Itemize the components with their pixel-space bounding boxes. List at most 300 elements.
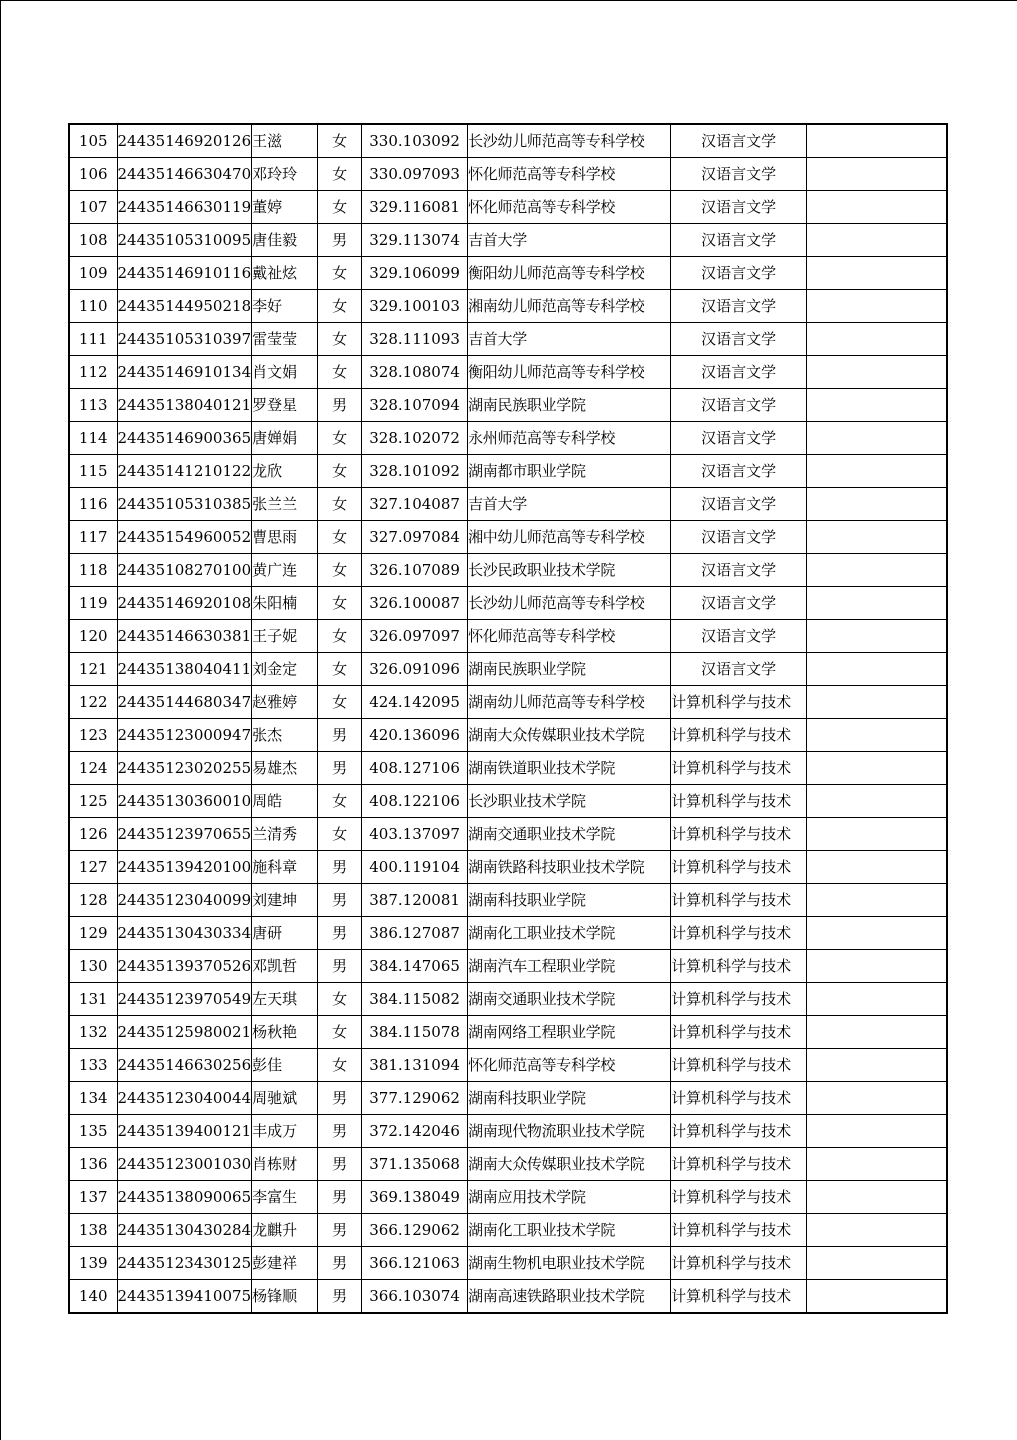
score-cell: 328.108074 — [362, 356, 468, 389]
gender-cell: 女 — [318, 356, 362, 389]
school-cell: 湖南民族职业学院 — [468, 389, 671, 422]
major-cell: 汉语言文学 — [671, 554, 807, 587]
empty-remarks-cell — [807, 356, 947, 389]
seq-cell: 108 — [69, 224, 117, 257]
table-row — [69, 686, 947, 719]
school-cell: 湖南铁路科技职业技术学院 — [468, 851, 671, 884]
school-cell: 湘中幼儿师范高等专科学校 — [468, 521, 671, 554]
name-cell: 董婷 — [252, 191, 318, 224]
exam-id-cell: 24435123040044 — [117, 1082, 252, 1115]
seq-cell: 122 — [69, 686, 117, 719]
table-row — [69, 917, 947, 950]
gender-cell: 男 — [318, 389, 362, 422]
exam-id-cell: 24435123040099 — [117, 884, 252, 917]
exam-id-cell: 24435105310397 — [117, 323, 252, 356]
score-cell: 326.097097 — [362, 620, 468, 653]
major-cell: 汉语言文学 — [671, 488, 807, 521]
school-cell: 长沙幼儿师范高等专科学校 — [468, 124, 671, 158]
table-row — [69, 124, 947, 158]
name-cell: 肖栋财 — [252, 1148, 318, 1181]
major-cell: 汉语言文学 — [671, 356, 807, 389]
score-cell: 403.137097 — [362, 818, 468, 851]
seq-cell: 127 — [69, 851, 117, 884]
exam-id-cell: 24435130430284 — [117, 1214, 252, 1247]
seq-cell: 109 — [69, 257, 117, 290]
exam-id-cell: 24435146630119 — [117, 191, 252, 224]
table-row — [69, 257, 947, 290]
empty-remarks-cell — [807, 1181, 947, 1214]
table-row — [69, 158, 947, 191]
table-row — [69, 884, 947, 917]
exam-id-cell: 24435139420100 — [117, 851, 252, 884]
major-cell: 汉语言文学 — [671, 257, 807, 290]
score-cell: 330.103092 — [362, 124, 468, 158]
school-cell: 湖南汽车工程职业学院 — [468, 950, 671, 983]
table-row — [69, 422, 947, 455]
school-cell: 长沙职业技术学院 — [468, 785, 671, 818]
gender-cell: 女 — [318, 554, 362, 587]
school-cell: 湖南幼儿师范高等专科学校 — [468, 686, 671, 719]
empty-remarks-cell — [807, 653, 947, 686]
gender-cell: 男 — [318, 1148, 362, 1181]
school-cell: 长沙幼儿师范高等专科学校 — [468, 587, 671, 620]
name-cell: 张兰兰 — [252, 488, 318, 521]
name-cell: 戴祉炫 — [252, 257, 318, 290]
exam-id-cell: 24435105310385 — [117, 488, 252, 521]
name-cell: 周皓 — [252, 785, 318, 818]
exam-id-cell: 24435141210122 — [117, 455, 252, 488]
score-cell: 328.102072 — [362, 422, 468, 455]
score-cell: 420.136096 — [362, 719, 468, 752]
empty-remarks-cell — [807, 224, 947, 257]
table-row — [69, 1280, 947, 1314]
table-row — [69, 653, 947, 686]
name-cell: 彭建祥 — [252, 1247, 318, 1280]
table-row — [69, 290, 947, 323]
exam-id-cell: 24435138040411 — [117, 653, 252, 686]
gender-cell: 女 — [318, 521, 362, 554]
score-cell: 328.107094 — [362, 389, 468, 422]
empty-remarks-cell — [807, 1214, 947, 1247]
seq-cell: 136 — [69, 1148, 117, 1181]
exam-id-cell: 24435139370526 — [117, 950, 252, 983]
empty-remarks-cell — [807, 686, 947, 719]
table-row — [69, 752, 947, 785]
name-cell: 赵雅婷 — [252, 686, 318, 719]
table-body — [69, 124, 947, 1313]
table-row — [69, 620, 947, 653]
school-cell: 湖南网络工程职业学院 — [468, 1016, 671, 1049]
score-cell: 408.127106 — [362, 752, 468, 785]
gender-cell: 男 — [318, 1082, 362, 1115]
name-cell: 曹思雨 — [252, 521, 318, 554]
empty-remarks-cell — [807, 257, 947, 290]
table-row — [69, 554, 947, 587]
seq-cell: 139 — [69, 1247, 117, 1280]
school-cell: 怀化师范高等专科学校 — [468, 620, 671, 653]
empty-remarks-cell — [807, 521, 947, 554]
empty-remarks-cell — [807, 752, 947, 785]
school-cell: 怀化师范高等专科学校 — [468, 191, 671, 224]
empty-remarks-cell — [807, 851, 947, 884]
empty-remarks-cell — [807, 290, 947, 323]
seq-cell: 112 — [69, 356, 117, 389]
seq-cell: 133 — [69, 1049, 117, 1082]
major-cell: 计算机科学与技术 — [671, 1082, 807, 1115]
name-cell: 龙麒升 — [252, 1214, 318, 1247]
school-cell: 湖南大众传媒职业技术学院 — [468, 1148, 671, 1181]
gender-cell: 女 — [318, 818, 362, 851]
school-cell: 湖南化工职业技术学院 — [468, 917, 671, 950]
seq-cell: 111 — [69, 323, 117, 356]
major-cell: 汉语言文学 — [671, 124, 807, 158]
score-cell: 384.115078 — [362, 1016, 468, 1049]
gender-cell: 女 — [318, 983, 362, 1016]
empty-remarks-cell — [807, 1082, 947, 1115]
school-cell: 怀化师范高等专科学校 — [468, 158, 671, 191]
empty-remarks-cell — [807, 455, 947, 488]
score-cell: 384.147065 — [362, 950, 468, 983]
empty-remarks-cell — [807, 1280, 947, 1314]
school-cell: 湖南交通职业技术学院 — [468, 983, 671, 1016]
empty-remarks-cell — [807, 818, 947, 851]
school-cell: 湖南交通职业技术学院 — [468, 818, 671, 851]
exam-id-cell: 24435123000947 — [117, 719, 252, 752]
empty-remarks-cell — [807, 1148, 947, 1181]
table-row — [69, 356, 947, 389]
school-cell: 湖南科技职业学院 — [468, 884, 671, 917]
name-cell: 易雄杰 — [252, 752, 318, 785]
seq-cell: 129 — [69, 917, 117, 950]
table-row — [69, 818, 947, 851]
table-row — [69, 488, 947, 521]
table-row — [69, 224, 947, 257]
seq-cell: 118 — [69, 554, 117, 587]
name-cell: 丰成万 — [252, 1115, 318, 1148]
name-cell: 周驰斌 — [252, 1082, 318, 1115]
seq-cell: 132 — [69, 1016, 117, 1049]
major-cell: 汉语言文学 — [671, 653, 807, 686]
table-row — [69, 1082, 947, 1115]
name-cell: 左天琪 — [252, 983, 318, 1016]
major-cell: 汉语言文学 — [671, 587, 807, 620]
empty-remarks-cell — [807, 719, 947, 752]
school-cell: 衡阳幼儿师范高等专科学校 — [468, 257, 671, 290]
exam-id-cell: 24435108270100 — [117, 554, 252, 587]
seq-cell: 105 — [69, 124, 117, 158]
gender-cell: 女 — [318, 1049, 362, 1082]
empty-remarks-cell — [807, 323, 947, 356]
score-cell: 330.097093 — [362, 158, 468, 191]
exam-id-cell: 24435154960052 — [117, 521, 252, 554]
score-cell: 366.103074 — [362, 1280, 468, 1314]
name-cell: 杨锋顺 — [252, 1280, 318, 1314]
school-cell: 湖南科技职业学院 — [468, 1082, 671, 1115]
gender-cell: 女 — [318, 653, 362, 686]
empty-remarks-cell — [807, 620, 947, 653]
gender-cell: 女 — [318, 290, 362, 323]
major-cell: 汉语言文学 — [671, 290, 807, 323]
empty-remarks-cell — [807, 191, 947, 224]
major-cell: 计算机科学与技术 — [671, 983, 807, 1016]
major-cell: 计算机科学与技术 — [671, 1016, 807, 1049]
table-row — [69, 719, 947, 752]
score-cell: 327.097084 — [362, 521, 468, 554]
empty-remarks-cell — [807, 587, 947, 620]
table-row — [69, 785, 947, 818]
empty-remarks-cell — [807, 488, 947, 521]
gender-cell: 女 — [318, 124, 362, 158]
exam-id-cell: 24435146920126 — [117, 124, 252, 158]
score-cell: 326.107089 — [362, 554, 468, 587]
table-row — [69, 851, 947, 884]
gender-cell: 男 — [318, 1247, 362, 1280]
name-cell: 李好 — [252, 290, 318, 323]
gender-cell: 女 — [318, 158, 362, 191]
seq-cell: 114 — [69, 422, 117, 455]
exam-id-cell: 24435123430125 — [117, 1247, 252, 1280]
seq-cell: 137 — [69, 1181, 117, 1214]
name-cell: 刘建坤 — [252, 884, 318, 917]
school-cell: 吉首大学 — [468, 488, 671, 521]
name-cell: 王滋 — [252, 124, 318, 158]
major-cell: 计算机科学与技术 — [671, 917, 807, 950]
name-cell: 朱阳楠 — [252, 587, 318, 620]
empty-remarks-cell — [807, 422, 947, 455]
major-cell: 计算机科学与技术 — [671, 719, 807, 752]
score-cell: 329.113074 — [362, 224, 468, 257]
score-cell: 328.101092 — [362, 455, 468, 488]
major-cell: 汉语言文学 — [671, 323, 807, 356]
score-cell: 327.104087 — [362, 488, 468, 521]
admission-list-table — [68, 123, 948, 1314]
gender-cell: 女 — [318, 257, 362, 290]
exam-id-cell: 24435105310095 — [117, 224, 252, 257]
name-cell: 雷莹莹 — [252, 323, 318, 356]
gender-cell: 女 — [318, 587, 362, 620]
major-cell: 计算机科学与技术 — [671, 1148, 807, 1181]
gender-cell: 男 — [318, 1214, 362, 1247]
gender-cell: 男 — [318, 752, 362, 785]
school-cell: 湘南幼儿师范高等专科学校 — [468, 290, 671, 323]
empty-remarks-cell — [807, 1049, 947, 1082]
score-cell: 329.100103 — [362, 290, 468, 323]
gender-cell: 女 — [318, 422, 362, 455]
gender-cell: 女 — [318, 455, 362, 488]
major-cell: 汉语言文学 — [671, 422, 807, 455]
exam-id-cell: 24435125980021 — [117, 1016, 252, 1049]
school-cell: 湖南高速铁路职业技术学院 — [468, 1280, 671, 1314]
seq-cell: 125 — [69, 785, 117, 818]
gender-cell: 男 — [318, 719, 362, 752]
gender-cell: 男 — [318, 224, 362, 257]
seq-cell: 126 — [69, 818, 117, 851]
major-cell: 计算机科学与技术 — [671, 752, 807, 785]
name-cell: 彭佳 — [252, 1049, 318, 1082]
score-cell: 386.127087 — [362, 917, 468, 950]
table-row — [69, 1148, 947, 1181]
exam-id-cell: 24435146910116 — [117, 257, 252, 290]
seq-cell: 119 — [69, 587, 117, 620]
school-cell: 湖南现代物流职业技术学院 — [468, 1115, 671, 1148]
name-cell: 施科章 — [252, 851, 318, 884]
name-cell: 唐婵娟 — [252, 422, 318, 455]
seq-cell: 128 — [69, 884, 117, 917]
empty-remarks-cell — [807, 158, 947, 191]
major-cell: 计算机科学与技术 — [671, 1280, 807, 1314]
seq-cell: 116 — [69, 488, 117, 521]
score-cell: 387.120081 — [362, 884, 468, 917]
exam-id-cell: 24435139410075 — [117, 1280, 252, 1314]
score-cell: 408.122106 — [362, 785, 468, 818]
gender-cell: 男 — [318, 1280, 362, 1314]
score-cell: 384.115082 — [362, 983, 468, 1016]
school-cell: 吉首大学 — [468, 224, 671, 257]
table-row — [69, 521, 947, 554]
empty-remarks-cell — [807, 1016, 947, 1049]
major-cell: 计算机科学与技术 — [671, 686, 807, 719]
school-cell: 衡阳幼儿师范高等专科学校 — [468, 356, 671, 389]
major-cell: 汉语言文学 — [671, 191, 807, 224]
exam-id-cell: 24435138040121 — [117, 389, 252, 422]
major-cell: 计算机科学与技术 — [671, 884, 807, 917]
school-cell: 湖南铁道职业技术学院 — [468, 752, 671, 785]
gender-cell: 女 — [318, 191, 362, 224]
seq-cell: 140 — [69, 1280, 117, 1314]
table-row — [69, 1115, 947, 1148]
table-row — [69, 1247, 947, 1280]
empty-remarks-cell — [807, 884, 947, 917]
name-cell: 李富生 — [252, 1181, 318, 1214]
empty-remarks-cell — [807, 554, 947, 587]
name-cell: 王子妮 — [252, 620, 318, 653]
exam-id-cell: 24435146920108 — [117, 587, 252, 620]
school-cell: 怀化师范高等专科学校 — [468, 1049, 671, 1082]
name-cell: 龙欣 — [252, 455, 318, 488]
major-cell: 计算机科学与技术 — [671, 950, 807, 983]
name-cell: 邓玲玲 — [252, 158, 318, 191]
empty-remarks-cell — [807, 950, 947, 983]
gender-cell: 男 — [318, 851, 362, 884]
exam-id-cell: 24435123970655 — [117, 818, 252, 851]
name-cell: 唐佳毅 — [252, 224, 318, 257]
school-cell: 永州师范高等专科学校 — [468, 422, 671, 455]
table-row — [69, 587, 947, 620]
gender-cell: 女 — [318, 323, 362, 356]
name-cell: 邓凯哲 — [252, 950, 318, 983]
gender-cell: 男 — [318, 884, 362, 917]
major-cell: 计算机科学与技术 — [671, 851, 807, 884]
name-cell: 杨秋艳 — [252, 1016, 318, 1049]
name-cell: 兰清秀 — [252, 818, 318, 851]
seq-cell: 113 — [69, 389, 117, 422]
seq-cell: 138 — [69, 1214, 117, 1247]
empty-remarks-cell — [807, 124, 947, 158]
exam-id-cell: 24435146910134 — [117, 356, 252, 389]
major-cell: 汉语言文学 — [671, 620, 807, 653]
gender-cell: 男 — [318, 1181, 362, 1214]
seq-cell: 123 — [69, 719, 117, 752]
table-row — [69, 191, 947, 224]
table-row — [69, 1181, 947, 1214]
empty-remarks-cell — [807, 917, 947, 950]
major-cell: 计算机科学与技术 — [671, 818, 807, 851]
score-cell: 424.142095 — [362, 686, 468, 719]
seq-cell: 106 — [69, 158, 117, 191]
seq-cell: 120 — [69, 620, 117, 653]
table-row — [69, 1049, 947, 1082]
name-cell: 刘金定 — [252, 653, 318, 686]
seq-cell: 135 — [69, 1115, 117, 1148]
major-cell: 汉语言文学 — [671, 224, 807, 257]
gender-cell: 女 — [318, 686, 362, 719]
seq-cell: 115 — [69, 455, 117, 488]
score-cell: 369.138049 — [362, 1181, 468, 1214]
exam-id-cell: 24435123020255 — [117, 752, 252, 785]
gender-cell: 女 — [318, 1016, 362, 1049]
name-cell: 肖文娟 — [252, 356, 318, 389]
seq-cell: 131 — [69, 983, 117, 1016]
score-cell: 366.129062 — [362, 1214, 468, 1247]
score-cell: 371.135068 — [362, 1148, 468, 1181]
seq-cell: 110 — [69, 290, 117, 323]
major-cell: 计算机科学与技术 — [671, 1181, 807, 1214]
major-cell: 计算机科学与技术 — [671, 1214, 807, 1247]
table-row — [69, 455, 947, 488]
exam-id-cell: 24435123001030 — [117, 1148, 252, 1181]
school-cell: 湖南生物机电职业技术学院 — [468, 1247, 671, 1280]
score-cell: 381.131094 — [362, 1049, 468, 1082]
score-cell: 372.142046 — [362, 1115, 468, 1148]
school-cell: 湖南民族职业学院 — [468, 653, 671, 686]
school-cell: 长沙民政职业技术学院 — [468, 554, 671, 587]
gender-cell: 男 — [318, 950, 362, 983]
score-cell: 377.129062 — [362, 1082, 468, 1115]
major-cell: 汉语言文学 — [671, 389, 807, 422]
empty-remarks-cell — [807, 389, 947, 422]
exam-id-cell: 24435146900365 — [117, 422, 252, 455]
gender-cell: 男 — [318, 1115, 362, 1148]
score-cell: 400.119104 — [362, 851, 468, 884]
school-cell: 湖南大众传媒职业技术学院 — [468, 719, 671, 752]
major-cell: 计算机科学与技术 — [671, 1049, 807, 1082]
score-cell: 329.106099 — [362, 257, 468, 290]
exam-id-cell: 24435144950218 — [117, 290, 252, 323]
school-cell: 湖南应用技术学院 — [468, 1181, 671, 1214]
major-cell: 汉语言文学 — [671, 158, 807, 191]
name-cell: 张杰 — [252, 719, 318, 752]
exam-id-cell: 24435146630256 — [117, 1049, 252, 1082]
gender-cell: 女 — [318, 488, 362, 521]
exam-id-cell: 24435144680347 — [117, 686, 252, 719]
seq-cell: 121 — [69, 653, 117, 686]
score-cell: 326.100087 — [362, 587, 468, 620]
major-cell: 汉语言文学 — [671, 455, 807, 488]
table-row — [69, 1214, 947, 1247]
seq-cell: 134 — [69, 1082, 117, 1115]
gender-cell: 女 — [318, 620, 362, 653]
page-border-top — [0, 0, 1017, 1]
exam-id-cell: 24435130360010 — [117, 785, 252, 818]
table-row — [69, 389, 947, 422]
score-cell: 326.091096 — [362, 653, 468, 686]
exam-id-cell: 24435130430334 — [117, 917, 252, 950]
seq-cell: 117 — [69, 521, 117, 554]
seq-cell: 130 — [69, 950, 117, 983]
gender-cell: 男 — [318, 917, 362, 950]
score-cell: 329.116081 — [362, 191, 468, 224]
table-row — [69, 1016, 947, 1049]
